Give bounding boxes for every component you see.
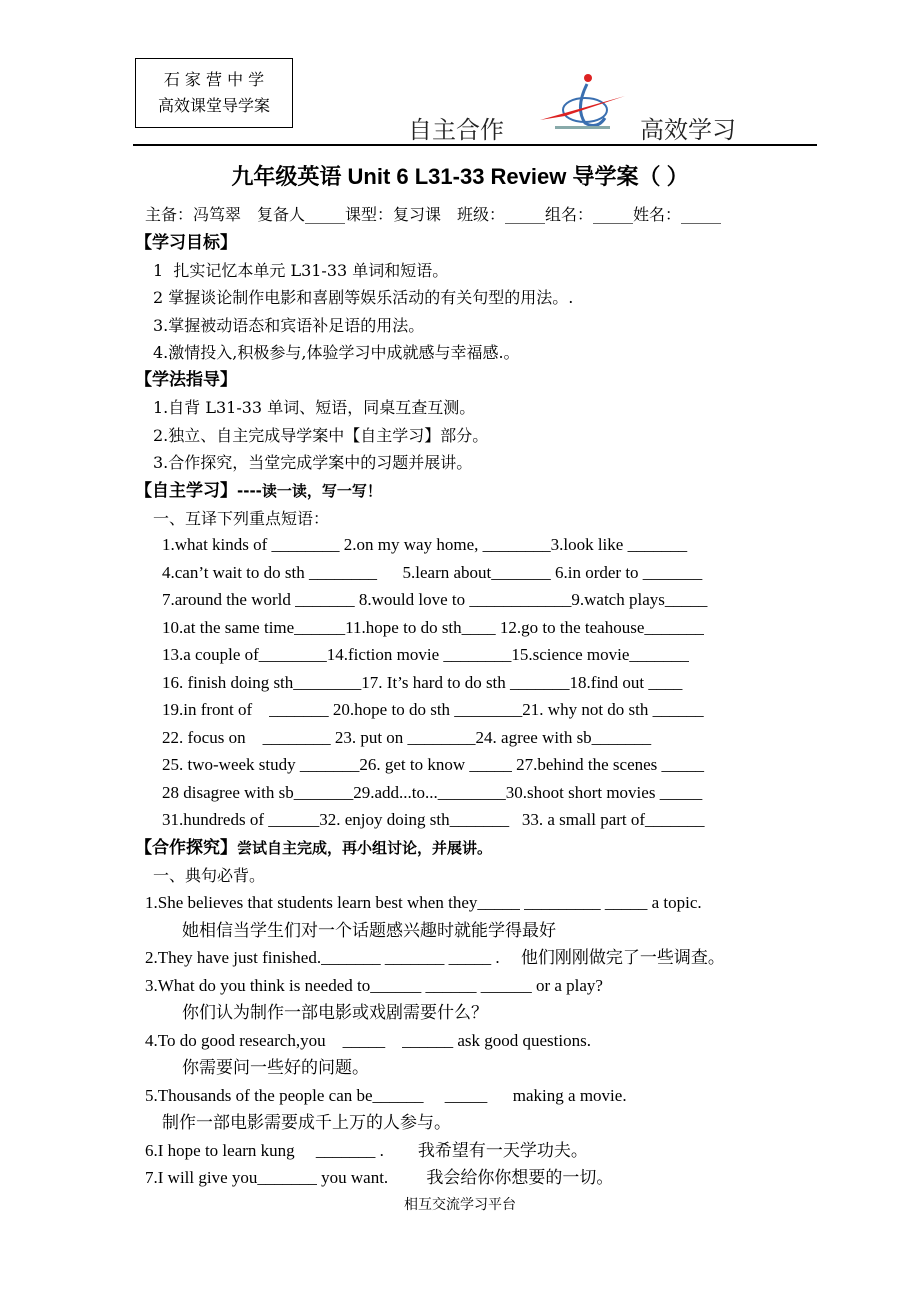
slogan-right: 高效学习: [640, 116, 736, 144]
goals-heading: 【学习目标】: [135, 233, 237, 253]
sentence-line: 5.Thousands of the people can be______ _____ making a movie.: [145, 1085, 627, 1105]
coop-heading: 【合作探究】: [135, 838, 237, 858]
sentence-line: 她相信当学生们对一个话题感兴趣时就能学得最好: [182, 920, 556, 940]
method-item: 2.独立、自主完成导学案中【自主学习】部分。: [153, 426, 489, 445]
phrase-row: 4.can’t wait to do sth ________ 5.learn about_______ 6.in order to _______: [162, 562, 703, 582]
goal-item: 3.掌握被动语态和宾语补足语的用法。: [153, 316, 425, 335]
sentence-line: 3.What do you think is needed to______ ______ ______ or a play?: [145, 975, 603, 995]
phrase-row: 13.a couple of________14.fiction movie ________15.science movie_______: [162, 645, 689, 664]
method-item: 1.自背 L31-33 单词、短语，同桌互查互测。: [153, 398, 476, 417]
self-study-heading: 【自主学习】: [135, 481, 237, 501]
coop-heading-line: [135, 838, 492, 858]
sentence-line: 7.I will give you_______ you want. 我会给你你想要的一切。: [145, 1168, 614, 1187]
phrase-row: 10.at the same time______11.hope to do sth____ 12.go to the teahouse_______: [162, 617, 704, 637]
sentence-line: 2.They have just finished._______ _______ _____ . 他们刚刚做完了一些调查。: [145, 948, 725, 967]
self-study-instruction: ----读一读，写一写！: [237, 482, 382, 500]
goal-item: 4.激情投入,积极参与,体验学习中成就感与幸福感.。: [153, 343, 520, 362]
sentence-line: 6.I hope to learn kung _______ . 我希望有一天学功夫。: [145, 1140, 588, 1160]
methods-heading: 【学法指导】: [135, 370, 237, 390]
goal-item: 1 扎实记忆本单元 L31-33 单词和短语。: [153, 261, 449, 280]
slogan-left: 自主合作: [408, 116, 504, 144]
page-title: 九年级英语 Unit 6 L31-33 Review 导学案（ ）: [231, 164, 689, 189]
sentence-line: 制作一部电影需要成千上万的人参与。: [162, 1113, 451, 1132]
phrase-row: 1.what kinds of ________ 2.on my way home, ________3.look like _______: [162, 535, 688, 554]
coop-instruction: 尝试自主完成，再小组讨论，并展讲。: [237, 839, 493, 857]
phrase-row: 19.in front of _______ 20.hope to do sth ________21. why not do sth ______: [162, 700, 704, 719]
author-info: 主备：冯笃翠 复备人_____课型：复习课 班级：_____组名：_____姓名：_____: [145, 205, 722, 224]
phrase-row: 22. focus on ________ 23. put on ________24. agree with sb_______: [162, 727, 652, 747]
goal-item: 2 掌握谈论制作电影和喜剧等娱乐活动的有关句型的用法。.: [153, 288, 574, 307]
sentence-line: 你们认为制作一部电影或戏剧需要什么？: [182, 1003, 488, 1022]
doc-type: 高效课堂导学案: [157, 96, 270, 115]
school-logo-icon: [535, 68, 630, 136]
self-study-subheading: 一、互译下列重点短语：: [153, 509, 330, 528]
school-name: 石 家 营 中 学: [163, 70, 265, 89]
phrase-row: 31.hundreds of ______32. enjoy doing sth_______ 33. a small part of_______: [162, 810, 705, 829]
phrase-row: 28 disagree with sb_______29.add...to...________30.shoot short movies _____: [162, 782, 703, 802]
school-label-box: [135, 58, 293, 128]
coop-subheading: 一、典句必背。: [153, 866, 266, 885]
phrase-row: 16. finish doing sth________17. It’s hard to do sth _______18.find out ____: [162, 672, 683, 692]
sentence-line: 4.To do good research,you _____ ______ ask good questions.: [145, 1030, 591, 1050]
footer-text: 相互交流学习平台: [404, 1197, 516, 1213]
phrase-row: 25. two-week study _______26. get to know _____ 27.behind the scenes _____: [162, 755, 705, 774]
sentence-line: 1.She believes that students learn best when they_____ _________ _____ a topic.: [145, 893, 702, 912]
phrase-row: 7.around the world _______ 8.would love to ____________9.watch plays_____: [162, 590, 708, 609]
sentence-line: 你需要问一些好的问题。: [182, 1058, 369, 1077]
header-divider: [133, 144, 817, 146]
self-study-heading-line: [135, 481, 382, 501]
method-item: 3.合作探究，当堂完成学案中的习题并展讲。: [153, 453, 473, 472]
